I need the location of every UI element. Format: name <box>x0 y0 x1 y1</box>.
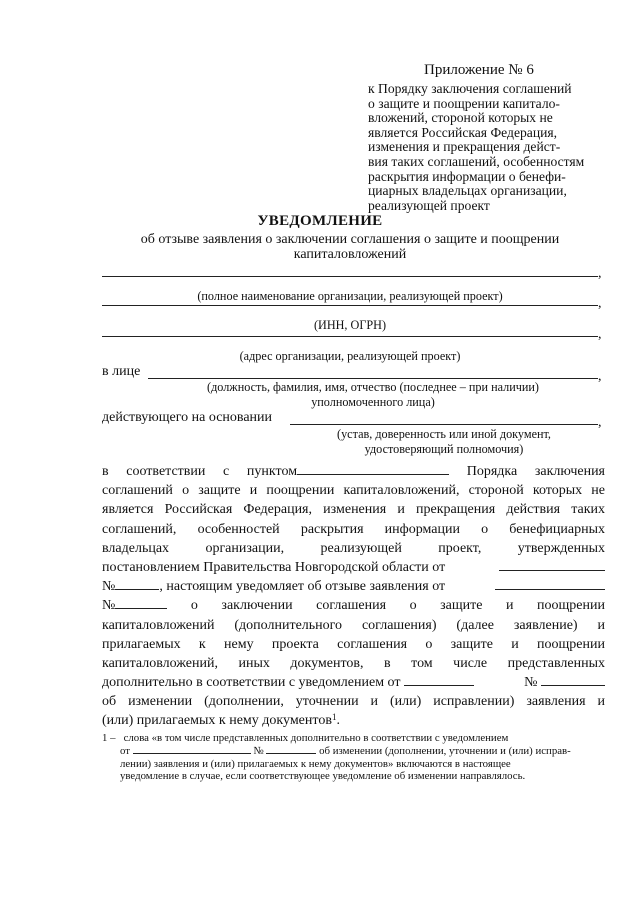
org-name-field[interactable] <box>102 276 598 277</box>
subtitle-line-1: об отзыве заявления о заключении соглашения о защите и поощрении <box>140 232 560 247</box>
appendix-line: циарных владельцах организации, <box>368 183 567 199</box>
body-line: постановлением Правительства Новгородской области от <box>102 558 605 577</box>
body-line: прилагаемых к нему проекта соглашения о защите и поощрении <box>102 636 605 652</box>
appendix-line: вложений, стороной которых не <box>368 110 553 126</box>
document-subtitle <box>0 233 640 262</box>
person-caption-line-1: (должность, фамилия, имя, отчество (последнее – при наличии) <box>207 380 539 394</box>
body-line <box>102 462 605 481</box>
body-word: пунктом <box>247 462 449 481</box>
body-word: заключения <box>534 464 605 479</box>
field-comma: , <box>598 266 602 281</box>
footnote-date-field[interactable] <box>133 744 251 754</box>
basis-caption-line-1: (устав, доверенность или иной документ, <box>337 427 551 441</box>
resolution-date-field[interactable] <box>499 558 605 571</box>
body-line: капиталовложений (дополнительного соглашения) (далее заявление) и <box>102 617 605 633</box>
footnote-line: от № об изменении (дополнении, уточнении и (или) исправ- <box>120 745 571 758</box>
footnote-mark: 1 – <box>102 732 116 744</box>
inn-field[interactable] <box>102 305 598 306</box>
notice-date-field[interactable] <box>404 673 474 686</box>
appendix-line: является Российская Федерация, <box>368 124 558 140</box>
document-title: УВЕДОМЛЕНИЕ <box>257 213 383 229</box>
inn-caption: (ИНН, ОГРН) <box>313 318 387 332</box>
body-line: № о заключении соглашения о защите и поощрении <box>102 598 605 614</box>
appendix-line: изменения и прекращения дейст- <box>368 139 561 155</box>
subtitle-line-2: капиталовложений <box>293 246 407 262</box>
point-number-field[interactable] <box>297 462 449 475</box>
body-line: № , настоящим уведомляет об отзыве заявления от <box>102 577 605 596</box>
application-date-field[interactable] <box>495 577 605 590</box>
body-word: с <box>223 464 230 479</box>
appendix-line: к Порядку заключения соглашений <box>368 81 572 96</box>
person-caption <box>148 380 598 410</box>
body-line: соглашений, особенностей раскрытия информации о бенефициарных <box>102 521 605 537</box>
field-comma: , <box>598 327 602 342</box>
footnote-line: 1 – слова «в том числе представленных дополнительно в соответствии с уведомлением <box>102 732 509 744</box>
person-label: в лице <box>102 364 141 379</box>
footnote-number-field[interactable] <box>266 744 316 754</box>
body-line: (или) прилагаемых к нему документов1. <box>102 711 605 730</box>
body-line: владельцах организации, реализующей проект, утвержденных <box>102 540 605 556</box>
person-caption-line-2: уполномоченного лица) <box>311 395 435 409</box>
appendix-title: Приложение № 6 <box>424 62 534 78</box>
body-word: в <box>102 464 109 479</box>
appendix-line: реализующей проект <box>368 197 490 213</box>
appendix-line: раскрытия информации о бенефи- <box>368 168 566 184</box>
basis-label: действующего на основании <box>102 410 273 425</box>
application-number-field[interactable] <box>115 596 167 609</box>
address-field[interactable] <box>102 336 598 337</box>
basis-caption <box>290 427 598 457</box>
appendix-line: вия таких соглашений, особенностям <box>368 153 585 169</box>
footnote-line: уведомление в случае, если соответствующее уведомление об изменении направлялось. <box>120 770 526 783</box>
appendix-text <box>368 82 618 213</box>
basis-caption-line-2: удостоверяющий полномочия) <box>364 442 524 456</box>
footnote <box>102 732 612 783</box>
body-line: соглашений о защите и поощрении капиталовложений, стороной которых не <box>102 483 605 499</box>
field-comma: , <box>598 296 602 311</box>
body-word: соответствии <box>126 464 206 479</box>
basis-field[interactable] <box>290 424 598 425</box>
notice-number-field[interactable] <box>541 673 605 686</box>
resolution-number-field[interactable] <box>115 577 159 590</box>
appendix-line: о защите и поощрении капитало- <box>368 95 560 111</box>
body-line: является Российская Федерация, изменения и прекращения действия таких <box>102 502 605 518</box>
footnote-reference[interactable]: 1 <box>331 712 337 723</box>
footnote-line: лении) заявления и (или) прилагаемых к нему документов» включаются в настоящее <box>120 757 511 770</box>
body-line: об изменении (дополнении, уточнении и (или) исправлении) заявления и <box>102 694 605 710</box>
body-word: Порядка <box>466 464 518 479</box>
person-field[interactable] <box>148 378 598 379</box>
address-caption: (адрес организации, реализующей проект) <box>239 349 461 363</box>
field-comma: , <box>598 415 602 430</box>
body-paragraph <box>102 462 605 731</box>
body-line: капиталовложений, иных документов, в том числе представленных <box>102 655 605 671</box>
org-name-caption: (полное наименование организации, реализующей проект) <box>197 289 503 303</box>
field-comma: , <box>598 369 602 384</box>
body-line: дополнительно в соответствии с уведомлением от № <box>102 673 605 692</box>
